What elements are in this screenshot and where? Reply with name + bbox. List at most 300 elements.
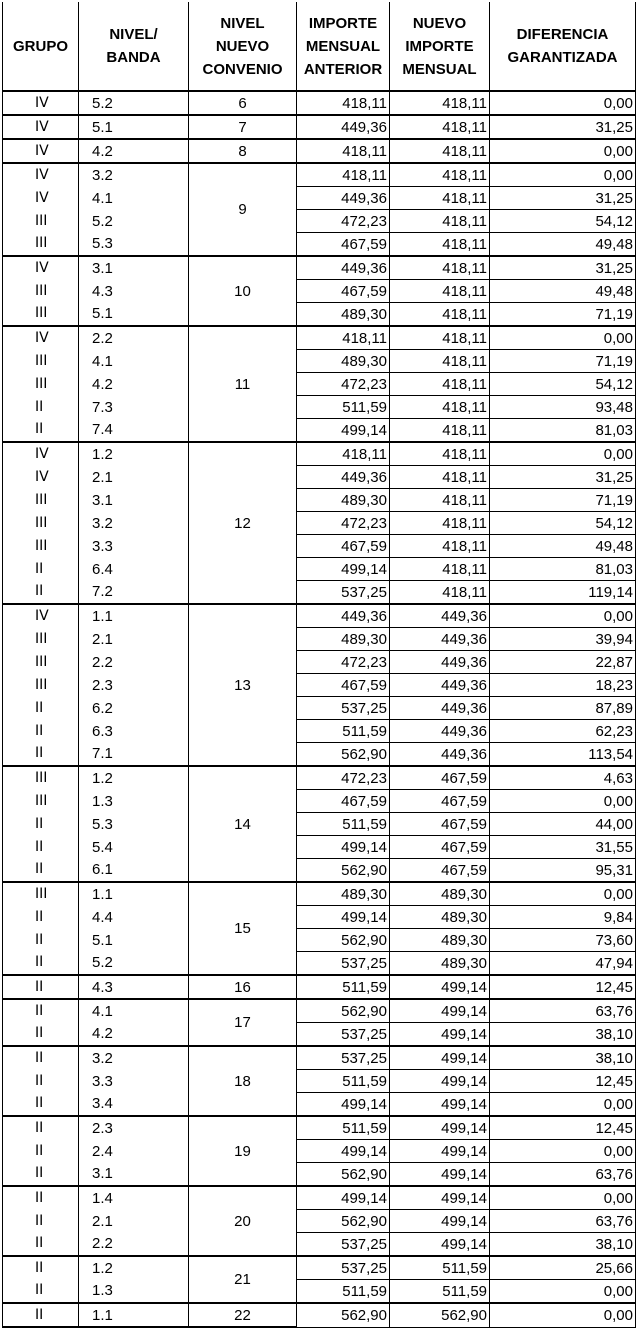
diferencia-cell: 9,84: [490, 906, 636, 929]
nivel-banda-cell: 5.2: [79, 91, 189, 115]
grupo-cell: II: [3, 419, 79, 443]
nuevo-importe-cell: 449,36: [390, 720, 490, 743]
grupo-cell: IV: [3, 256, 79, 280]
importe-anterior-cell: 537,25: [297, 1233, 390, 1257]
header-line: GRUPO: [12, 37, 68, 55]
nivel-banda-cell: 3.3: [79, 535, 189, 558]
header-line: IMPORTE: [308, 14, 378, 32]
importe-anterior-cell: 499,14: [297, 1186, 390, 1210]
grupo-cell: II: [3, 581, 79, 605]
grupo-cell: III: [3, 674, 79, 697]
importe-anterior-cell: 467,59: [297, 280, 390, 303]
nivel-convenio-cell: 18: [189, 1046, 297, 1116]
diferencia-cell: 62,23: [490, 720, 636, 743]
nuevo-importe-cell: 499,14: [390, 1140, 490, 1163]
grupo-cell: II: [3, 836, 79, 859]
importe-anterior-cell: 562,90: [297, 859, 390, 883]
nivel-banda-cell: 6.1: [79, 859, 189, 883]
table-row: [3, 419, 636, 443]
importe-anterior-cell: 511,59: [297, 396, 390, 419]
table-row: [3, 1023, 636, 1047]
nivel-banda-cell: 4.1: [79, 187, 189, 210]
nivel-banda-cell: 5.1: [79, 929, 189, 952]
grupo-cell: II: [3, 952, 79, 976]
header-nivel-nuevo-convenio: [189, 2, 297, 91]
importe-anterior-cell: 511,59: [297, 1280, 390, 1304]
diferencia-cell: 63,76: [490, 1163, 636, 1187]
table-row: [3, 280, 636, 303]
diferencia-cell: 31,25: [490, 466, 636, 489]
diferencia-cell: 0,00: [490, 326, 636, 350]
diferencia-cell: 0,00: [490, 1140, 636, 1163]
diferencia-cell: 12,45: [490, 1070, 636, 1093]
table-row: [3, 350, 636, 373]
nivel-banda-cell: 1.2: [79, 766, 189, 790]
diferencia-cell: 38,10: [490, 1233, 636, 1257]
diferencia-cell: 81,03: [490, 419, 636, 443]
diferencia-cell: 73,60: [490, 929, 636, 952]
table-row: [3, 836, 636, 859]
importe-anterior-cell: 472,23: [297, 373, 390, 396]
diferencia-cell: 87,89: [490, 697, 636, 720]
diferencia-cell: 4,63: [490, 766, 636, 790]
nivel-banda-cell: 1.1: [79, 1303, 189, 1327]
grupo-cell: II: [3, 558, 79, 581]
nuevo-importe-cell: 489,30: [390, 882, 490, 906]
header-diferencia: [490, 2, 636, 91]
table-row: [3, 1070, 636, 1093]
nuevo-importe-cell: 499,14: [390, 1046, 490, 1070]
header-line: CONVENIO: [202, 60, 283, 78]
grupo-cell: II: [3, 1186, 79, 1210]
nuevo-importe-cell: 499,14: [390, 1093, 490, 1117]
nivel-convenio-cell: 14: [189, 766, 297, 882]
nivel-banda-cell: 5.2: [79, 210, 189, 233]
importe-anterior-cell: 467,59: [297, 535, 390, 558]
grupo-cell: III: [3, 628, 79, 651]
nivel-banda-cell: 5.3: [79, 233, 189, 257]
nivel-banda-cell: 5.3: [79, 813, 189, 836]
nuevo-importe-cell: 467,59: [390, 790, 490, 813]
importe-anterior-cell: 562,90: [297, 999, 390, 1023]
nuevo-importe-cell: 418,11: [390, 233, 490, 257]
importe-anterior-cell: 472,23: [297, 651, 390, 674]
nivel-convenio-cell: 7: [189, 115, 297, 139]
table-row: [3, 790, 636, 813]
nivel-banda-cell: 3.2: [79, 512, 189, 535]
grupo-cell: II: [3, 1093, 79, 1117]
nuevo-importe-cell: 499,14: [390, 999, 490, 1023]
nuevo-importe-cell: 499,14: [390, 1163, 490, 1187]
table-row: [3, 91, 636, 115]
importe-anterior-cell: 499,14: [297, 1093, 390, 1117]
nuevo-importe-cell: 449,36: [390, 628, 490, 651]
header-line: IMPORTE: [405, 37, 474, 55]
diferencia-cell: 0,00: [490, 1303, 636, 1327]
header-line: DIFERENCIA: [516, 26, 609, 43]
salary-table-container: [2, 2, 635, 1328]
grupo-cell: III: [3, 535, 79, 558]
grupo-cell: II: [3, 1280, 79, 1304]
nuevo-importe-cell: 562,90: [390, 1303, 490, 1327]
table-row: [3, 558, 636, 581]
grupo-cell: IV: [3, 442, 79, 466]
header-line: MENSUAL: [402, 60, 477, 78]
nivel-banda-cell: 1.4: [79, 1186, 189, 1210]
grupo-cell: III: [3, 303, 79, 327]
nuevo-importe-cell: 489,30: [390, 906, 490, 929]
nivel-banda-cell: 2.2: [79, 651, 189, 674]
grupo-cell: II: [3, 1163, 79, 1187]
importe-anterior-cell: 562,90: [297, 929, 390, 952]
importe-anterior-cell: 511,59: [297, 813, 390, 836]
nuevo-importe-cell: 418,11: [390, 280, 490, 303]
nuevo-importe-cell: 418,11: [390, 326, 490, 350]
table-row: [3, 115, 636, 139]
nivel-banda-cell: 2.1: [79, 628, 189, 651]
grupo-cell: II: [3, 720, 79, 743]
importe-anterior-cell: 537,25: [297, 1023, 390, 1047]
header-nuevo-importe: [390, 2, 490, 91]
nivel-banda-cell: 4.1: [79, 999, 189, 1023]
diferencia-cell: 95,31: [490, 859, 636, 883]
nivel-banda-cell: 5.1: [79, 115, 189, 139]
nivel-banda-cell: 5.2: [79, 952, 189, 976]
importe-anterior-cell: 418,11: [297, 139, 390, 163]
nivel-banda-cell: 7.2: [79, 581, 189, 605]
header-line: NUEVO: [412, 14, 467, 32]
nivel-banda-cell: 1.1: [79, 882, 189, 906]
grupo-cell: II: [3, 813, 79, 836]
grupo-cell: IV: [3, 187, 79, 210]
nuevo-importe-cell: 418,11: [390, 303, 490, 327]
nivel-banda-cell: 3.1: [79, 489, 189, 512]
table-row: [3, 906, 636, 929]
diferencia-cell: 54,12: [490, 210, 636, 233]
table-row: [3, 766, 636, 790]
importe-anterior-cell: 449,36: [297, 187, 390, 210]
grupo-cell: IV: [3, 604, 79, 628]
table-row: [3, 1163, 636, 1187]
grupo-cell: IV: [3, 139, 79, 163]
nivel-banda-cell: 4.2: [79, 1023, 189, 1047]
nivel-banda-cell: 3.1: [79, 256, 189, 280]
header-line: NIVEL/: [109, 26, 158, 43]
table-row: [3, 1303, 636, 1327]
diferencia-cell: 0,00: [490, 139, 636, 163]
diferencia-cell: 0,00: [490, 604, 636, 628]
header-line: BANDA: [106, 49, 161, 66]
nivel-banda-cell: 3.4: [79, 1093, 189, 1117]
diferencia-cell: 0,00: [490, 163, 636, 187]
diferencia-cell: 63,76: [490, 999, 636, 1023]
importe-anterior-cell: 499,14: [297, 836, 390, 859]
grupo-cell: IV: [3, 466, 79, 489]
nivel-banda-cell: 7.1: [79, 743, 189, 767]
nuevo-importe-cell: 467,59: [390, 859, 490, 883]
grupo-cell: II: [3, 697, 79, 720]
table-row: [3, 674, 636, 697]
diferencia-cell: 31,25: [490, 115, 636, 139]
grupo-cell: II: [3, 1046, 79, 1070]
importe-anterior-cell: 467,59: [297, 790, 390, 813]
nuevo-importe-cell: 418,11: [390, 350, 490, 373]
table-row: [3, 256, 636, 280]
table-row: [3, 1140, 636, 1163]
grupo-cell: II: [3, 396, 79, 419]
table-row: [3, 720, 636, 743]
nuevo-importe-cell: 467,59: [390, 766, 490, 790]
grupo-cell: III: [3, 280, 79, 303]
nivel-convenio-cell: 6: [189, 91, 297, 115]
importe-anterior-cell: 472,23: [297, 766, 390, 790]
grupo-cell: IV: [3, 326, 79, 350]
grupo-cell: III: [3, 373, 79, 396]
diferencia-cell: 0,00: [490, 882, 636, 906]
nivel-banda-cell: 4.3: [79, 280, 189, 303]
importe-anterior-cell: 562,90: [297, 1163, 390, 1187]
grupo-cell: II: [3, 1140, 79, 1163]
grupo-cell: II: [3, 975, 79, 999]
header-line: MENSUAL: [305, 37, 381, 55]
table-row: [3, 882, 636, 906]
diferencia-cell: 93,48: [490, 396, 636, 419]
nuevo-importe-cell: 418,11: [390, 139, 490, 163]
nivel-banda-cell: 2.2: [79, 1233, 189, 1257]
importe-anterior-cell: 489,30: [297, 303, 390, 327]
nivel-banda-cell: 3.2: [79, 1046, 189, 1070]
nivel-banda-cell: 5.1: [79, 303, 189, 327]
table-row: [3, 1116, 636, 1140]
importe-anterior-cell: 511,59: [297, 1116, 390, 1140]
importe-anterior-cell: 562,90: [297, 1303, 390, 1327]
nivel-banda-cell: 6.3: [79, 720, 189, 743]
diferencia-cell: 0,00: [490, 442, 636, 466]
nivel-banda-cell: 1.2: [79, 1256, 189, 1280]
diferencia-cell: 54,12: [490, 512, 636, 535]
diferencia-cell: 81,03: [490, 558, 636, 581]
table-row: [3, 1280, 636, 1304]
nivel-banda-cell: 1.3: [79, 1280, 189, 1304]
nuevo-importe-cell: 418,11: [390, 535, 490, 558]
nuevo-importe-cell: 418,11: [390, 210, 490, 233]
nuevo-importe-cell: 418,11: [390, 442, 490, 466]
importe-anterior-cell: 472,23: [297, 210, 390, 233]
importe-anterior-cell: 418,11: [297, 91, 390, 115]
importe-anterior-cell: 499,14: [297, 1140, 390, 1163]
nivel-banda-cell: 4.1: [79, 350, 189, 373]
importe-anterior-cell: 418,11: [297, 163, 390, 187]
grupo-cell: II: [3, 906, 79, 929]
importe-anterior-cell: 449,36: [297, 604, 390, 628]
importe-anterior-cell: 418,11: [297, 442, 390, 466]
nuevo-importe-cell: 418,11: [390, 419, 490, 443]
importe-anterior-cell: 449,36: [297, 115, 390, 139]
nivel-convenio-cell: 8: [189, 139, 297, 163]
header-line: NUEVO: [215, 37, 270, 55]
nivel-convenio-cell: 9: [189, 163, 297, 256]
nivel-banda-cell: 1.3: [79, 790, 189, 813]
nivel-banda-cell: 6.2: [79, 697, 189, 720]
nuevo-importe-cell: 418,11: [390, 466, 490, 489]
nivel-banda-cell: 4.3: [79, 975, 189, 999]
nuevo-importe-cell: 511,59: [390, 1256, 490, 1280]
importe-anterior-cell: 537,25: [297, 1046, 390, 1070]
importe-anterior-cell: 511,59: [297, 975, 390, 999]
importe-anterior-cell: 537,25: [297, 952, 390, 976]
grupo-cell: IV: [3, 115, 79, 139]
nivel-convenio-cell: 22: [189, 1303, 297, 1327]
nivel-banda-cell: 3.3: [79, 1070, 189, 1093]
nivel-banda-cell: 2.1: [79, 466, 189, 489]
importe-anterior-cell: 562,90: [297, 1210, 390, 1233]
diferencia-cell: 0,00: [490, 1280, 636, 1304]
diferencia-cell: 38,10: [490, 1046, 636, 1070]
table-row: [3, 604, 636, 628]
diferencia-cell: 49,48: [490, 280, 636, 303]
importe-anterior-cell: 418,11: [297, 326, 390, 350]
grupo-cell: II: [3, 859, 79, 883]
grupo-cell: II: [3, 1070, 79, 1093]
table-row: [3, 163, 636, 187]
diferencia-cell: 31,25: [490, 187, 636, 210]
header-nivel-banda: [79, 2, 189, 91]
header-line: GARANTIZADA: [507, 49, 618, 66]
grupo-cell: IV: [3, 91, 79, 115]
diferencia-cell: 38,10: [490, 1023, 636, 1047]
grupo-cell: II: [3, 1233, 79, 1257]
nivel-banda-cell: 7.3: [79, 396, 189, 419]
grupo-cell: III: [3, 210, 79, 233]
nuevo-importe-cell: 449,36: [390, 604, 490, 628]
nuevo-importe-cell: 449,36: [390, 651, 490, 674]
table-header: [3, 2, 636, 91]
table-row: [3, 489, 636, 512]
nivel-banda-cell: 1.1: [79, 604, 189, 628]
table-row: [3, 210, 636, 233]
grupo-cell: III: [3, 882, 79, 906]
nuevo-importe-cell: 418,11: [390, 396, 490, 419]
nuevo-importe-cell: 499,14: [390, 975, 490, 999]
nuevo-importe-cell: 449,36: [390, 743, 490, 767]
diferencia-cell: 22,87: [490, 651, 636, 674]
table-row: [3, 1233, 636, 1257]
grupo-cell: II: [3, 929, 79, 952]
nuevo-importe-cell: 499,14: [390, 1070, 490, 1093]
diferencia-cell: 18,23: [490, 674, 636, 697]
table-row: [3, 373, 636, 396]
importe-anterior-cell: 537,25: [297, 697, 390, 720]
nivel-banda-cell: 5.4: [79, 836, 189, 859]
nivel-banda-cell: 4.4: [79, 906, 189, 929]
nivel-banda-cell: 7.4: [79, 419, 189, 443]
diferencia-cell: 0,00: [490, 91, 636, 115]
nivel-banda-cell: 2.2: [79, 326, 189, 350]
importe-anterior-cell: 499,14: [297, 906, 390, 929]
nivel-convenio-cell: 13: [189, 604, 297, 766]
nivel-banda-cell: 4.2: [79, 139, 189, 163]
table-row: [3, 743, 636, 767]
diferencia-cell: 71,19: [490, 303, 636, 327]
header-line: NIVEL: [220, 14, 265, 32]
table-row: [3, 466, 636, 489]
nivel-convenio-cell: 20: [189, 1186, 297, 1256]
importe-anterior-cell: 511,59: [297, 720, 390, 743]
diferencia-cell: 54,12: [490, 373, 636, 396]
header-line: ANTERIOR: [303, 60, 383, 78]
table-row: [3, 396, 636, 419]
grupo-cell: III: [3, 790, 79, 813]
nuevo-importe-cell: 418,11: [390, 163, 490, 187]
diferencia-cell: 31,55: [490, 836, 636, 859]
table-row: [3, 1256, 636, 1280]
table-row: [3, 581, 636, 605]
nuevo-importe-cell: 418,11: [390, 187, 490, 210]
table-body: [3, 91, 636, 1327]
nivel-convenio-cell: 17: [189, 999, 297, 1046]
grupo-cell: II: [3, 743, 79, 767]
diferencia-cell: 0,00: [490, 1093, 636, 1117]
nivel-banda-cell: 6.4: [79, 558, 189, 581]
table-row: [3, 1210, 636, 1233]
nuevo-importe-cell: 467,59: [390, 836, 490, 859]
nuevo-importe-cell: 418,11: [390, 512, 490, 535]
grupo-cell: III: [3, 233, 79, 257]
nivel-convenio-cell: 10: [189, 256, 297, 326]
importe-anterior-cell: 489,30: [297, 882, 390, 906]
nivel-banda-cell: 2.3: [79, 674, 189, 697]
table-row: [3, 999, 636, 1023]
nuevo-importe-cell: 449,36: [390, 674, 490, 697]
nuevo-importe-cell: 499,14: [390, 1023, 490, 1047]
nuevo-importe-cell: 499,14: [390, 1233, 490, 1257]
importe-anterior-cell: 489,30: [297, 350, 390, 373]
importe-anterior-cell: 537,25: [297, 581, 390, 605]
importe-anterior-cell: 489,30: [297, 489, 390, 512]
diferencia-cell: 12,45: [490, 975, 636, 999]
nivel-banda-cell: 2.1: [79, 1210, 189, 1233]
table-row: [3, 628, 636, 651]
diferencia-cell: 12,45: [490, 1116, 636, 1140]
nivel-convenio-cell: 15: [189, 882, 297, 975]
diferencia-cell: 63,76: [490, 1210, 636, 1233]
grupo-cell: III: [3, 489, 79, 512]
nuevo-importe-cell: 499,14: [390, 1210, 490, 1233]
nuevo-importe-cell: 418,11: [390, 256, 490, 280]
importe-anterior-cell: 499,14: [297, 558, 390, 581]
diferencia-cell: 71,19: [490, 489, 636, 512]
nivel-convenio-cell: 16: [189, 975, 297, 999]
table-row: [3, 187, 636, 210]
table-row: [3, 326, 636, 350]
table-row: [3, 535, 636, 558]
header-grupo: [3, 2, 79, 91]
grupo-cell: II: [3, 1023, 79, 1047]
diferencia-cell: 71,19: [490, 350, 636, 373]
table-row: [3, 651, 636, 674]
diferencia-cell: 39,94: [490, 628, 636, 651]
nivel-banda-cell: 2.3: [79, 1116, 189, 1140]
table-row: [3, 1186, 636, 1210]
importe-anterior-cell: 489,30: [297, 628, 390, 651]
nivel-banda-cell: 2.4: [79, 1140, 189, 1163]
nuevo-importe-cell: 418,11: [390, 91, 490, 115]
grupo-cell: III: [3, 766, 79, 790]
nuevo-importe-cell: 418,11: [390, 581, 490, 605]
nuevo-importe-cell: 418,11: [390, 373, 490, 396]
nivel-banda-cell: 4.2: [79, 373, 189, 396]
nivel-convenio-cell: 19: [189, 1116, 297, 1186]
